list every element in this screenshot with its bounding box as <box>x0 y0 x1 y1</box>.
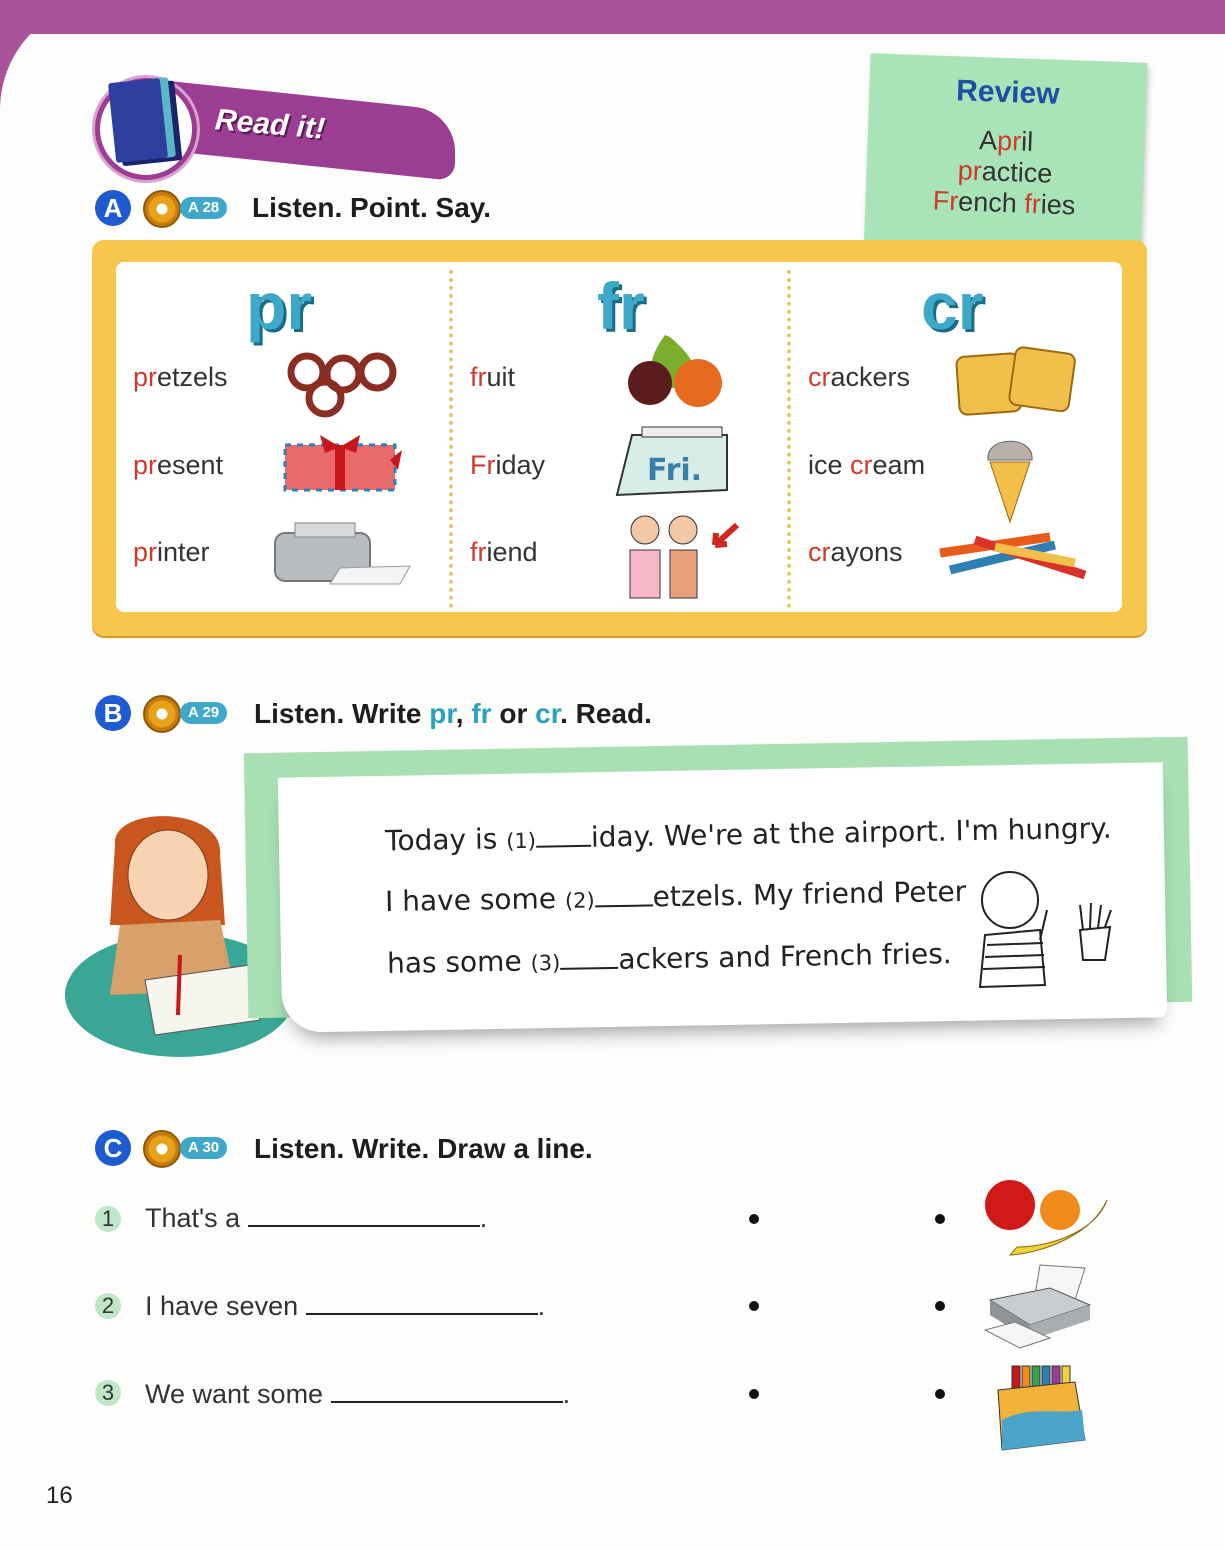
answer-blank-c2[interactable] <box>306 1313 538 1315</box>
audio-track-badge[interactable]: A 29 <box>180 702 227 724</box>
review-title: Review <box>955 74 1061 111</box>
calendar-icon <box>612 425 732 500</box>
item-number: 3 <box>95 1380 121 1406</box>
ice-cream-icon <box>980 430 1040 525</box>
match-dot-left[interactable] <box>749 1389 759 1399</box>
passage-line-3: has some (3) ackers and French fries. <box>386 937 952 980</box>
column-divider <box>787 270 791 608</box>
word-fruit: fruit <box>470 362 516 392</box>
word-present: present <box>133 450 224 480</box>
digraph-cr: cr <box>921 269 984 343</box>
audio-cd-icon[interactable] <box>143 190 181 228</box>
boy-sketch-illustration <box>965 865 1125 990</box>
answer-blank-c1[interactable] <box>248 1225 480 1227</box>
pretzels-icon <box>285 350 400 420</box>
match-dot-left[interactable] <box>749 1214 759 1224</box>
answer-blank-2[interactable] <box>595 904 653 907</box>
section-c-letter: C <box>95 1130 131 1166</box>
review-words <box>865 121 1145 224</box>
present-icon <box>280 435 405 495</box>
printer-icon <box>980 1260 1108 1350</box>
word-printer: printer <box>133 537 210 567</box>
banner-title: Read it! <box>213 103 327 146</box>
word-crackers: crackers <box>808 362 911 392</box>
item-number: 2 <box>95 1293 121 1319</box>
section-c-instruction: Listen. Write. Draw a line. <box>254 1133 593 1164</box>
section-b-letter: B <box>95 695 131 731</box>
match-dot-right[interactable] <box>935 1301 945 1311</box>
word-ice-cream: ice cream <box>808 450 926 480</box>
digraph-pr: pr <box>246 269 312 343</box>
item-sentence-3: We want some . <box>145 1379 571 1409</box>
corner-decoration <box>0 0 110 110</box>
item-sentence-2: I have seven . <box>145 1291 546 1321</box>
section-a-instruction: Listen. Point. Say. <box>252 192 492 223</box>
crayon-box-icon <box>990 1360 1090 1455</box>
crayons-icon <box>935 525 1095 585</box>
word-crayons: crayons <box>808 537 903 567</box>
audio-cd-icon[interactable] <box>143 695 181 733</box>
audio-track-badge[interactable]: A 28 <box>180 197 227 219</box>
match-dot-right[interactable] <box>935 1214 945 1224</box>
word-pretzels: pretzels <box>133 362 228 392</box>
crackers-icon <box>950 345 1080 420</box>
top-band <box>0 0 1225 34</box>
audio-cd-icon[interactable] <box>143 1130 181 1168</box>
calendar-label: Fri. <box>647 453 703 488</box>
review-word: French fries <box>932 185 1076 221</box>
passage-line-1: Today is (1) iday. We're at the airport. I'm hungry. <box>384 811 1112 858</box>
word-friday: Friday <box>470 450 546 480</box>
item-number: 1 <box>95 1206 121 1232</box>
match-dot-right[interactable] <box>935 1389 945 1399</box>
friends-icon <box>615 510 750 600</box>
fruit-icon <box>620 325 730 410</box>
fruit-icon <box>982 1175 1114 1265</box>
answer-blank-c3[interactable] <box>331 1401 563 1403</box>
page-number: 16 <box>46 1482 73 1509</box>
audio-track-badge[interactable]: A 30 <box>180 1137 227 1159</box>
digraph-fr: fr <box>597 269 645 343</box>
answer-blank-3[interactable] <box>560 967 618 970</box>
section-a-letter: A <box>95 190 131 226</box>
review-word: practice <box>957 155 1053 189</box>
book-icon <box>108 77 176 163</box>
printer-icon <box>270 518 415 588</box>
passage-line-2: I have some (2) etzels. My friend Peter <box>384 874 967 919</box>
item-sentence-1: That's a . <box>145 1203 488 1233</box>
section-b-instruction: Listen. Write pr, fr or cr. Read. <box>254 698 652 729</box>
answer-blank-1[interactable] <box>536 845 591 848</box>
match-dot-left[interactable] <box>749 1301 759 1311</box>
review-word: April <box>978 125 1034 157</box>
column-divider <box>449 270 453 608</box>
word-friend: friend <box>470 537 538 567</box>
review-note <box>864 53 1148 268</box>
